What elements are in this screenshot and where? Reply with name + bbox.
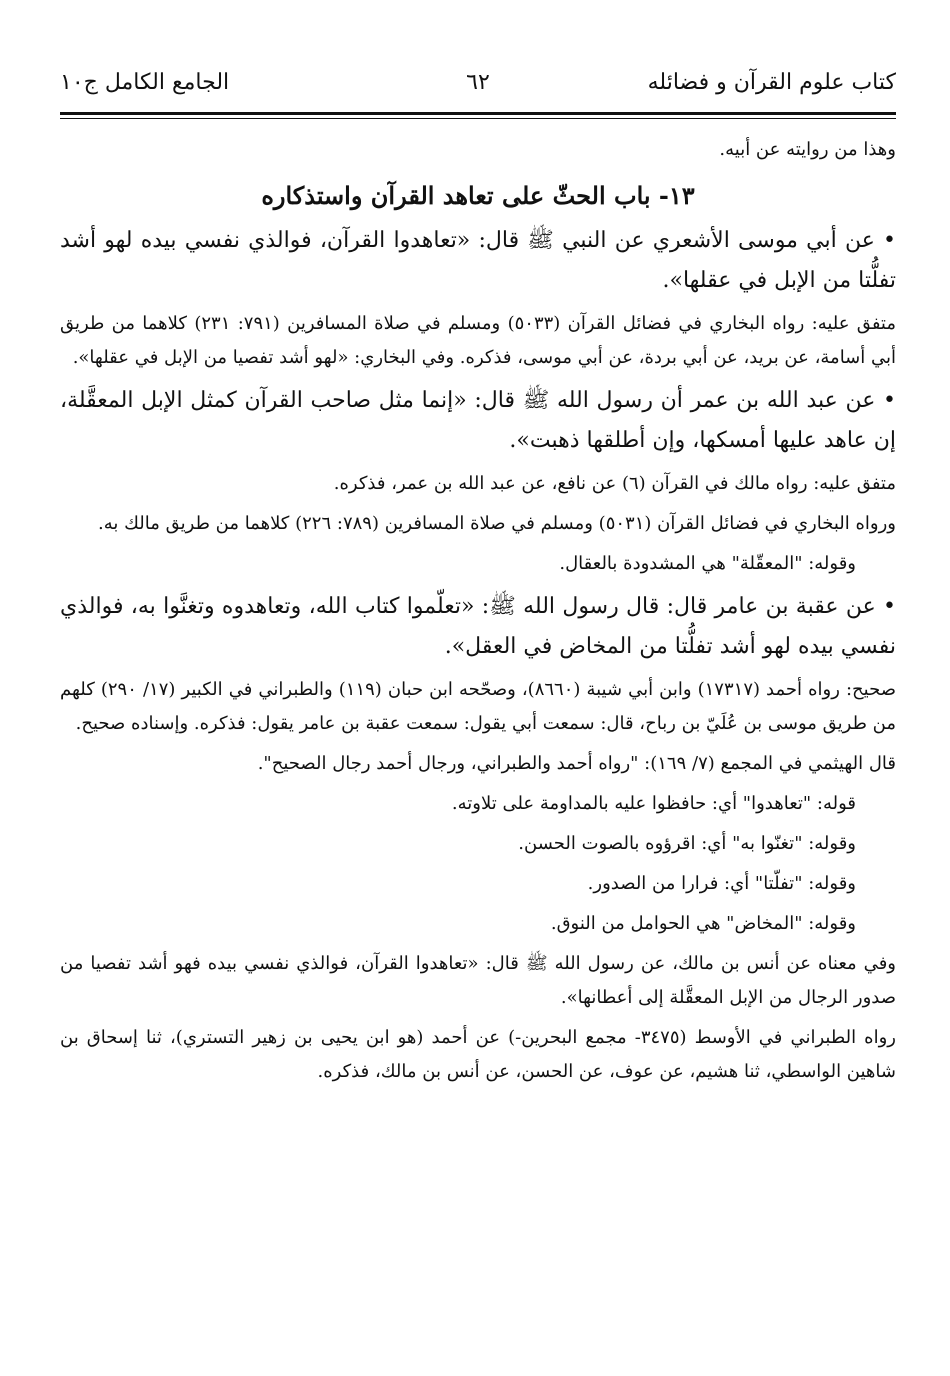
volume-title: الجامع الكامل ج١٠ [60,70,230,95]
note-3d: وقوله: "تغنّوا به" أي: اقرؤوه بالصوت الحسن. [518,833,856,854]
takhrij-3a: صحيح: رواه أحمد (١٧٣١٧) وابن أبي شيبة (٨٦٦٠)، وصحّحه ابن حبان (١١٩) والطبراني في الكبير (١٧/ ٢٩٠) كلهم من طريق موسى بن عُلَيّ بن رباح، قال: سمعت أبي يقول: سمعت عقبة بن عامر يقول: فذكره. وإسناده صحيح. [60,679,896,734]
hadith-3: • عن عقبة بن عامر قال: قال رسول الله ﷺ: «تعلّموا كتاب الله، وتعاهدوه وتغنَّوا به، فوالذي نفسي بيده لهو أشد تفلُّتا من المخاض في العقل». [60,594,896,659]
book-title: كتاب علوم القرآن و فضائله [647,70,896,95]
note-3c: قوله: "تعاهدوا" أي: حافظوا عليه بالمداومة على تلاوته. [451,793,856,814]
header-rule-thin [60,118,896,119]
note-3e: وقوله: "تفلّتا" أي: فرارا من الصدور. [587,873,856,894]
page-content [60,133,896,1089]
intro-line: وهذا من روايته عن أبيه. [719,139,896,160]
page-header [60,60,896,104]
takhrij-2b: ورواه البخاري في فضائل القرآن (٥٠٣١) ومسلم في صلاة المسافرين (٧٨٩: ٢٢٦) كلاهما من طريق مالك به. [98,513,896,534]
header-rule-thick [60,112,896,115]
related-hadith-4: وفي معناه عن أنس بن مالك، عن رسول الله ﷺ قال: «تعاهدوا القرآن، فوالذي نفسي بيده فهو أشد تفصيا من صدور الرجال من الإبل المعقَّلة إلى أعطانها». [60,953,896,1008]
page-number: ٦٢ [466,70,490,95]
chapter-heading: ١٣- باب الحثّ على تعاهد القرآن واستذكاره [261,181,695,210]
book-page [60,60,896,1089]
takhrij-1: متفق عليه: رواه البخاري في فضائل القرآن (٥٠٣٣) ومسلم في صلاة المسافرين (٧٩١: ٢٣١) كلاهما من طريق أبي أسامة، عن بريد، عن أبي بردة، عن أبي موسى، فذكره. وفي البخاري: «لهو أشد تفصيا من الإبل في عقلها». [60,313,896,368]
note-2c: وقوله: "المعقّلة" هي المشدودة بالعقال. [559,553,856,574]
takhrij-2a: متفق عليه: رواه مالك في القرآن (٦) عن نافع، عن عبد الله بن عمر، فذكره. [333,473,896,494]
hadith-1: • عن أبي موسى الأشعري عن النبي ﷺ قال: «تعاهدوا القرآن، فوالذي نفسي بيده لهو أشد تفلُّتا من الإبل في عقلها». [60,228,896,293]
hadith-2: • عن عبد الله بن عمر أن رسول الله ﷺ قال: «إنما مثل صاحب القرآن كمثل الإبل المعقَّلة، إن عاهد عليها أمسكها، وإن أطلقها ذهبت». [60,388,896,453]
takhrij-3b: قال الهيثمي في المجمع (٧/ ١٦٩): "رواه أحمد والطبراني، ورجال أحمد رجال الصحيح". [257,753,896,774]
takhrij-5: رواه الطبراني في الأوسط (٣٤٧٥- مجمع البحرين-) عن أحمد (هو ابن يحيى بن زهير التستري)، ثنا إسحاق بن شاهين الواسطي، ثنا هشيم، عن عوف، عن الحسن، عن أنس بن مالك، فذكره. [60,1027,896,1082]
note-3f: وقوله: "المخاض" هي الحوامل من النوق. [550,913,856,934]
